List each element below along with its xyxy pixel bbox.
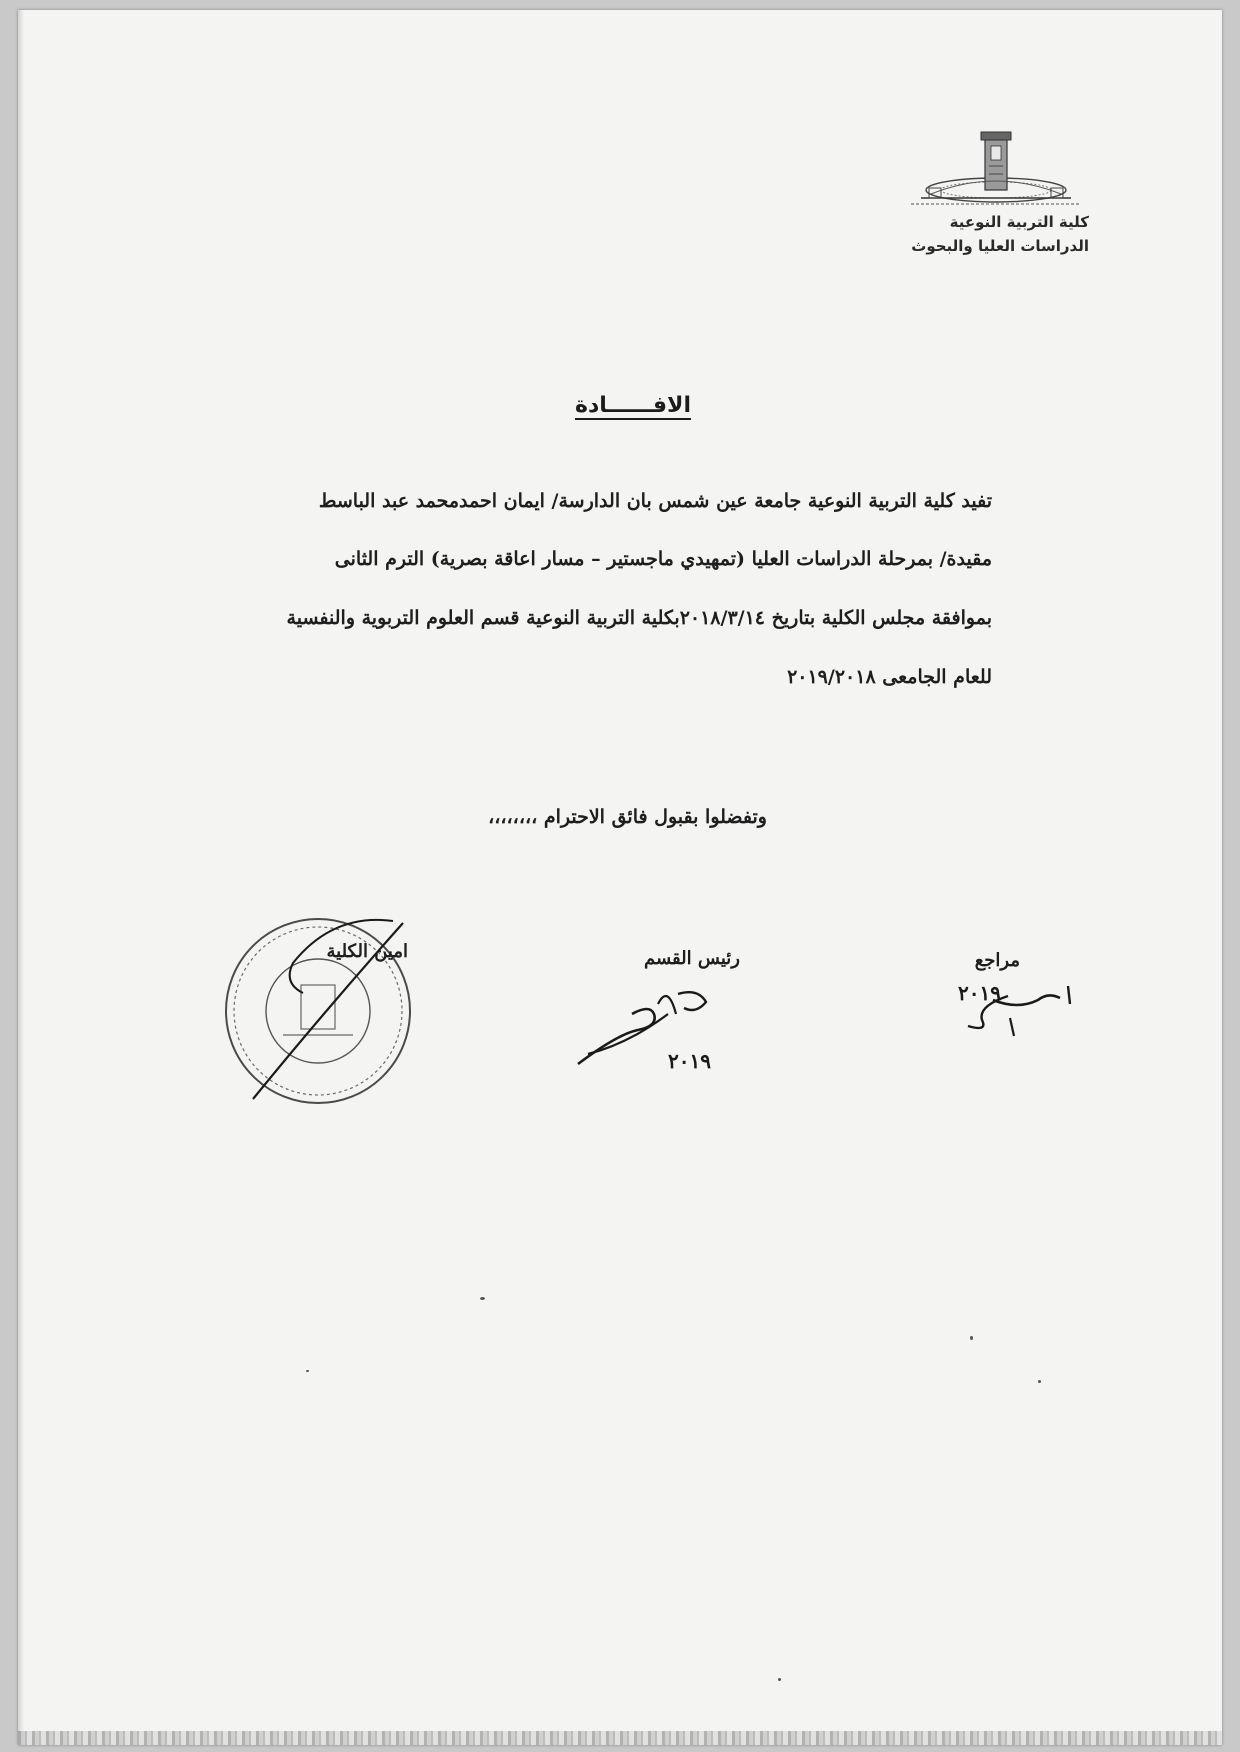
- reviewer-label: مراجع: [974, 950, 1020, 971]
- scan-speck: [306, 1370, 309, 1372]
- body-line-3: بموافقة مجلس الكلية بتاريخ ٢٠١٨/٣/١٤بكلية التربية النوعية قسم العلوم التربوية والنفسية: [286, 607, 992, 629]
- department-head-label: رئيس القسم: [644, 948, 740, 969]
- letterhead: [888, 128, 1103, 258]
- scan-speck: [480, 1297, 485, 1300]
- secretary-label: امين الكلية: [326, 941, 408, 962]
- reviewer-signature: [898, 970, 1098, 1060]
- scan-speck: [1038, 1380, 1041, 1383]
- document-page: [18, 10, 1222, 1745]
- svg-text:٢٠١٩: ٢٠١٩: [958, 981, 1001, 1005]
- university-logo-icon: [901, 128, 1091, 210]
- secretary-stamp-block: [213, 903, 433, 1123]
- department-name: الدراسات العليا والبحوث: [911, 237, 1089, 255]
- faculty-name: كلية التربية النوعية: [949, 213, 1089, 231]
- scan-speck: [778, 1678, 781, 1681]
- body-line-1: تفيد كلية التربية النوعية جامعة عين شمس بان الدارسة/ ايمان احمدمحمد عبد الباسط: [318, 490, 992, 512]
- document-title: الافــــــادة: [575, 393, 691, 418]
- closing-phrase: وتفضلوا بقبول فائق الاحترام ،،،،،،،،: [488, 806, 767, 828]
- svg-text:٢٠١٩: ٢٠١٩: [668, 1049, 711, 1073]
- department-head-signature: [558, 974, 768, 1074]
- scan-speck: [970, 1336, 973, 1340]
- page-edge-shadow: [18, 10, 24, 1745]
- official-stamp-icon: [213, 903, 433, 1123]
- body-line-4: للعام الجامعى ٢٠١٩/٢٠١٨: [787, 666, 992, 688]
- scan-noise-strip: [18, 1731, 1222, 1745]
- body-line-2: مقيدة/ بمرحلة الدراسات العليا (تمهيدي ماجستير – مسار اعاقة بصرية) الترم الثانى: [334, 548, 992, 570]
